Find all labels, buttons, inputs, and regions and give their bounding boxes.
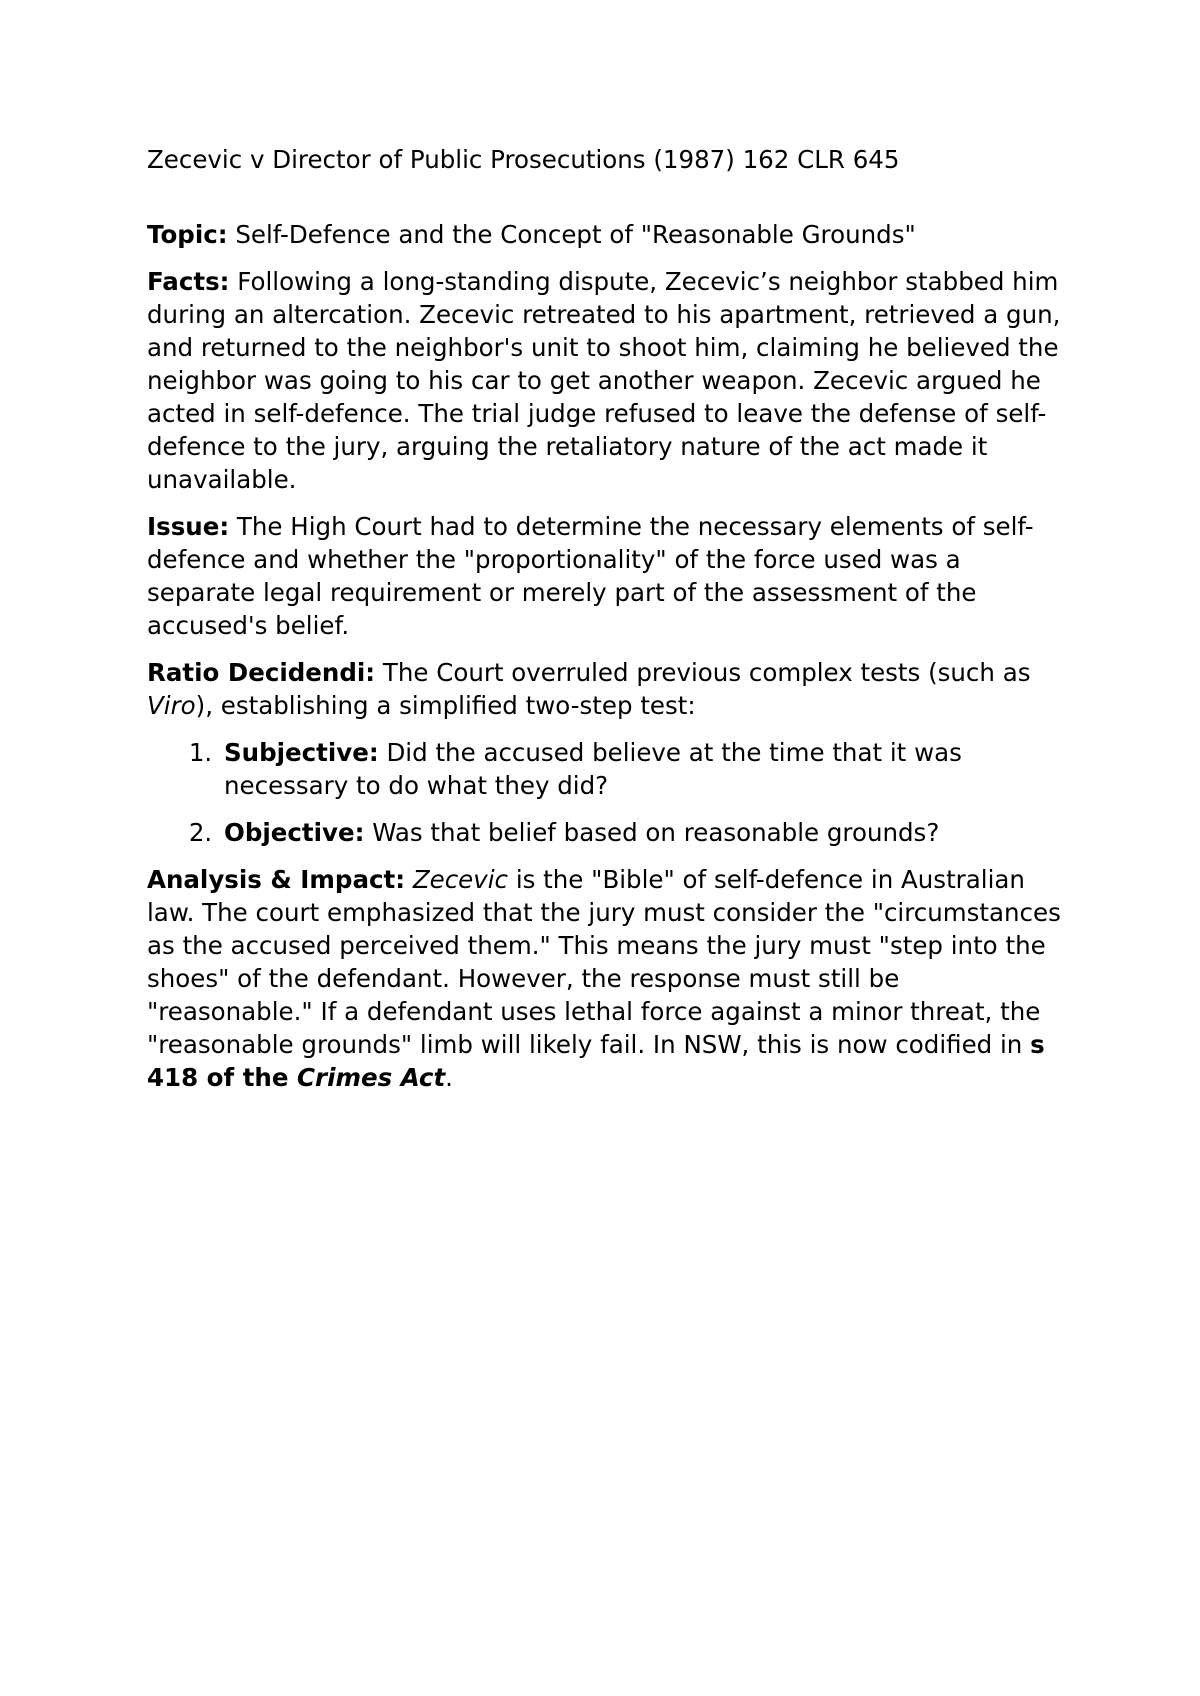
step-label: Subjective: xyxy=(224,738,379,767)
ratio-text-after: ), establishing a simplified two-step test: xyxy=(195,691,696,720)
document-body xyxy=(147,143,1067,1108)
topic-label: Topic: xyxy=(147,220,228,249)
issue-text: The High Court had to determine the necessary elements of self-defence and whether the "proportionality" of the force used was a separate legal requirement or merely part of the assessment of the accused's belief. xyxy=(147,512,1034,640)
ratio-case-name: Viro xyxy=(147,691,196,720)
analysis-case-name: Zecevic xyxy=(412,865,509,894)
analysis-end: . xyxy=(445,1063,453,1092)
list-item xyxy=(220,816,1067,849)
facts-text: Following a long-standing dispute, Zecevic’s neighbor stabbed him during an altercation. Zecevic retreated to his apartment, retrieved a gun, and returned to the neighbor's unit to shoot him, claiming he believed the neighbor was going to his car to get another weapon. Zecevic argued he acted in self-defence. The trial judge refused to leave the defense of self-defence to the jury, arguing the retaliatory nature of the act made it unavailable. xyxy=(147,267,1061,494)
issue-paragraph xyxy=(147,510,1067,642)
analysis-paragraph xyxy=(147,863,1067,1094)
facts-label: Facts: xyxy=(147,267,230,296)
ratio-text-before: The Court overruled previous complex tests (such as xyxy=(375,658,1031,687)
analysis-text: is the "Bible" of self-defence in Australian law. The court emphasized that the jury must consider the "circumstances as the accused perceived them." This means the jury must "step into the shoes" of the defendant. However, the response must still be "reasonable." If a defendant uses lethal force against a minor threat, the "reasonable grounds" limb will likely fail. In NSW, this is now codified in xyxy=(147,865,1061,1059)
step-text: Did the accused believe at the time that it was necessary to do what they did? xyxy=(224,738,962,800)
document-title: Zecevic v Director of Public Prosecutions (1987) 162 CLR 645 xyxy=(147,145,900,174)
statute-section: s 418 of the xyxy=(147,1030,1045,1092)
topic-paragraph xyxy=(147,218,1067,251)
statute-act-name: Crimes Act xyxy=(297,1063,446,1092)
analysis-label: Analysis & Impact: xyxy=(147,865,406,894)
test-steps-list xyxy=(147,736,1067,849)
step-text: Was that belief based on reasonable grounds? xyxy=(364,818,940,847)
ratio-label: Ratio Decidendi: xyxy=(147,658,376,687)
analysis-space xyxy=(405,865,413,894)
facts-paragraph xyxy=(147,265,1067,496)
step-label: Objective: xyxy=(224,818,365,847)
ratio-paragraph xyxy=(147,656,1067,722)
issue-label: Issue: xyxy=(147,512,230,541)
list-item xyxy=(220,736,1067,802)
topic-text: Self-Defence and the Concept of "Reasonable Grounds" xyxy=(227,220,916,249)
